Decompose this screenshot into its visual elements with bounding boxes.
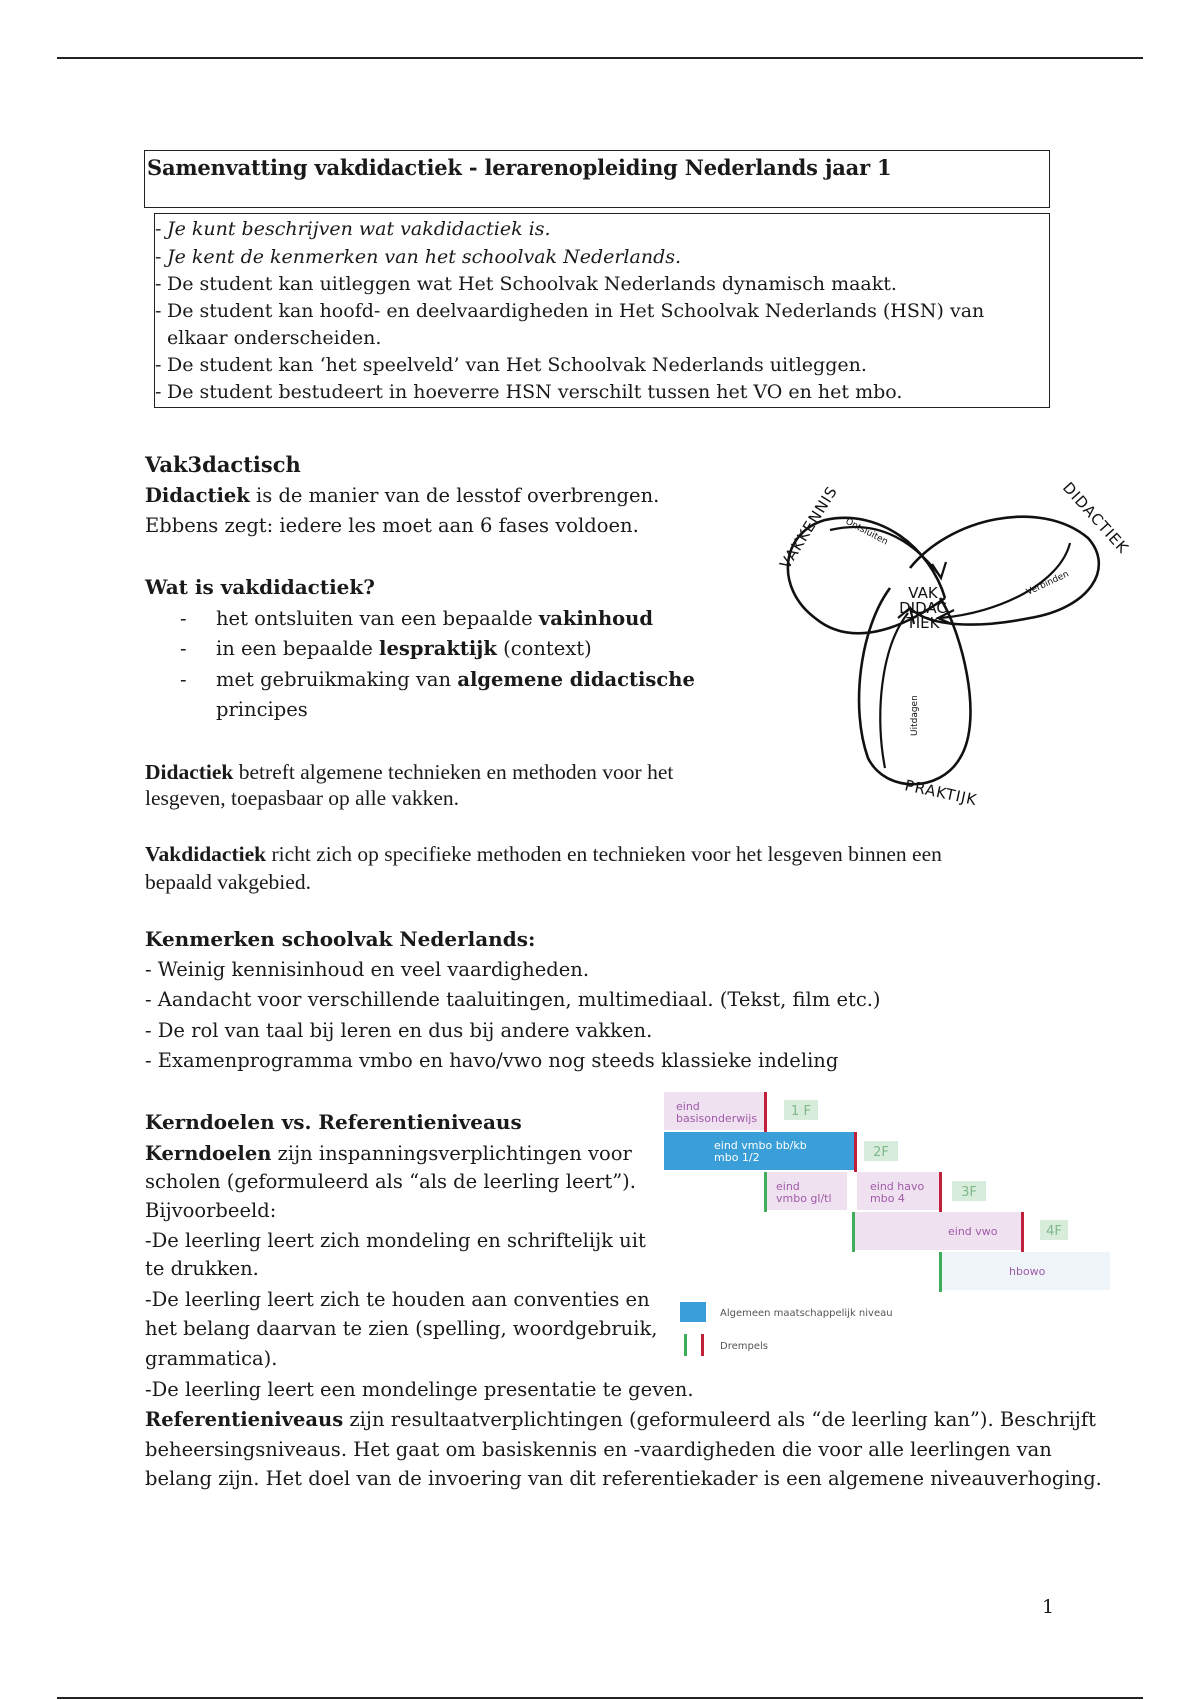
section-heading-wat-is-vakdidactiek: Wat is vakdidactiek? xyxy=(145,575,375,599)
vakdidactiek-trefoil-diagram xyxy=(770,478,1133,810)
didactiek-line: Didactiek is de manier van de lesstof overbrengen. xyxy=(145,484,660,507)
referentie-line: belang zijn. Het doel van de invoering van dit referentiekader is een algemene niveauverhoging. xyxy=(145,1467,1102,1490)
list-item: - het ontsluiten van een bepaalde vakinhoud xyxy=(180,607,653,630)
bar-label: hbowo xyxy=(1009,1265,1046,1278)
vakdidactiek-definition-cont: bepaald vakgebied. xyxy=(145,870,311,894)
legend-swatch-level xyxy=(680,1302,706,1322)
vakdidactiek-definition: Vakdidactiek richt zich op specifieke methoden en technieken voor het lesgeven binnen een xyxy=(145,842,942,866)
referentie-line: Referentieniveaus zijn resultaatverplichtingen (geformuleerd als “de leerling kan”). Beschrijft xyxy=(145,1408,1096,1431)
bar-label: mbo 4 xyxy=(870,1192,905,1205)
threshold-line xyxy=(764,1092,767,1132)
title-box xyxy=(144,150,1050,208)
ontsluiten-arrow xyxy=(830,527,940,576)
list-item: - met gebruikmaking van algemene didactische xyxy=(180,668,695,691)
threshold-line-green xyxy=(939,1252,942,1292)
verbinden-label: Verbinden xyxy=(1025,569,1071,598)
page-number: 1 xyxy=(1042,1596,1055,1618)
bar-label: eind xyxy=(676,1100,700,1113)
document-title: Samenvatting vakdidactiek - lerarenopleiding Nederlands jaar 1 xyxy=(147,155,892,180)
list-item-continuation: principes xyxy=(216,698,308,721)
referentie-line: beheersingsniveaus. Het gaat om basiskennis en -vaardigheden die voor alle leerlingen van xyxy=(145,1438,1052,1461)
section-heading-kenmerken: Kenmerken schoolvak Nederlands: xyxy=(145,927,536,951)
threshold-line-green xyxy=(852,1212,855,1252)
bar-label: basisonderwijs xyxy=(676,1112,758,1125)
uitdagen-arrow xyxy=(880,613,908,768)
bottom-rule xyxy=(57,1697,1143,1699)
threshold-line xyxy=(1021,1212,1024,1252)
threshold-line xyxy=(939,1172,942,1212)
bar-label: eind vmbo bb/kb xyxy=(714,1139,807,1152)
level-badge-text: 2F xyxy=(873,1145,889,1160)
kerndoelen-line: het belang daarvan te zien (spelling, woordgebruik, xyxy=(145,1317,658,1340)
legend-swatch-red xyxy=(701,1334,704,1356)
threshold-line xyxy=(854,1132,857,1172)
didactiek-label: DIDACTIEK xyxy=(1059,478,1133,558)
threshold-line-green xyxy=(764,1172,767,1212)
kerndoelen-line: te drukken. xyxy=(145,1257,259,1280)
kerndoelen-line: grammatica). xyxy=(145,1347,278,1370)
ebbens-line: Ebbens zegt: iedere les moet aan 6 fases voldoen. xyxy=(145,514,639,537)
legend-label: Drempels xyxy=(720,1341,768,1352)
bar-label: vmbo gl/tl xyxy=(776,1192,832,1205)
top-rule xyxy=(57,57,1143,59)
center-label-3: TIEK xyxy=(906,614,940,632)
praktijk-label: PRAKTIJK xyxy=(903,776,979,810)
bar-label: mbo 1/2 xyxy=(714,1151,760,1164)
list-item: - De rol van taal bij leren en dus bij andere vakken. xyxy=(145,1019,653,1042)
legend-swatch-green xyxy=(684,1334,687,1356)
kerndoelen-line: Bijvoorbeeld: xyxy=(145,1199,277,1222)
legend-label: Algemeen maatschappelijk niveau xyxy=(720,1308,893,1319)
learning-goals-box: - Je kunt beschrijven wat vakdidactiek is. - Je kent de kenmerken van het schoolvak Nederlands. - De student kan uitleggen wat Het Schoolvak Nederlands dynamisch maakt. - De student kan hoofd- en deelvaardigheden in Het Schoolvak Nederlands (HSN) van elkaar onderscheiden. - De student kan ‘het speelveld’ van Het Schoolvak Nederlands uitleggen. - De student bestudeert in hoeverre HSN verschilt tussen het VO en het mbo. xyxy=(154,213,1050,408)
center-label-1: VAK xyxy=(908,584,938,602)
list-item: - Weinig kennisinhoud en veel vaardigheden. xyxy=(145,958,590,981)
uitdagen-label: Uitdagen xyxy=(910,695,920,736)
kerndoelen-line: -De leerling leert zich te houden aan conventies en xyxy=(145,1288,650,1311)
list-item: - Examenprogramma vmbo en havo/vwo nog steeds klassieke indeling xyxy=(145,1049,839,1072)
section-heading-kerndoelen: Kerndoelen vs. Referentieniveaus xyxy=(145,1110,522,1134)
section-heading-vak3dactisch: Vak3dactisch xyxy=(145,452,301,477)
kerndoelen-line: Kerndoelen zijn inspanningsverplichtingen voor xyxy=(145,1142,632,1165)
ontsluiten-label: Ontsluiten xyxy=(843,516,890,548)
list-item: - Aandacht voor verschillende taaluitingen, multimediaal. (Tekst, film etc.) xyxy=(145,988,881,1011)
level-badge-text: 3F xyxy=(961,1185,977,1200)
didactiek-definition: Didactiek betreft algemene technieken en methoden voor het xyxy=(145,760,674,784)
level-badge-text: 4F xyxy=(1046,1224,1062,1239)
bar-label: eind vwo xyxy=(948,1225,998,1238)
bar-label: eind havo xyxy=(870,1180,925,1193)
didactiek-definition-cont: lesgeven, toepasbaar op alle vakken. xyxy=(145,786,460,810)
kerndoelen-line: -De leerling leert een mondelinge presentatie te geven. xyxy=(145,1378,694,1401)
referentieniveaus-diagram xyxy=(664,1090,1114,1360)
center-label-2: DIDAC xyxy=(899,599,947,617)
vakkennis-label: VAKKENNIS xyxy=(776,482,842,573)
bar-label: eind xyxy=(776,1180,800,1193)
level-badge-text: 1 F xyxy=(791,1104,811,1119)
list-item: - in een bepaalde lespraktijk (context) xyxy=(180,637,592,660)
kerndoelen-line: scholen (geformuleerd als “als de leerling leert”). xyxy=(145,1170,636,1193)
kerndoelen-line: -De leerling leert zich mondeling en schriftelijk uit xyxy=(145,1229,646,1252)
